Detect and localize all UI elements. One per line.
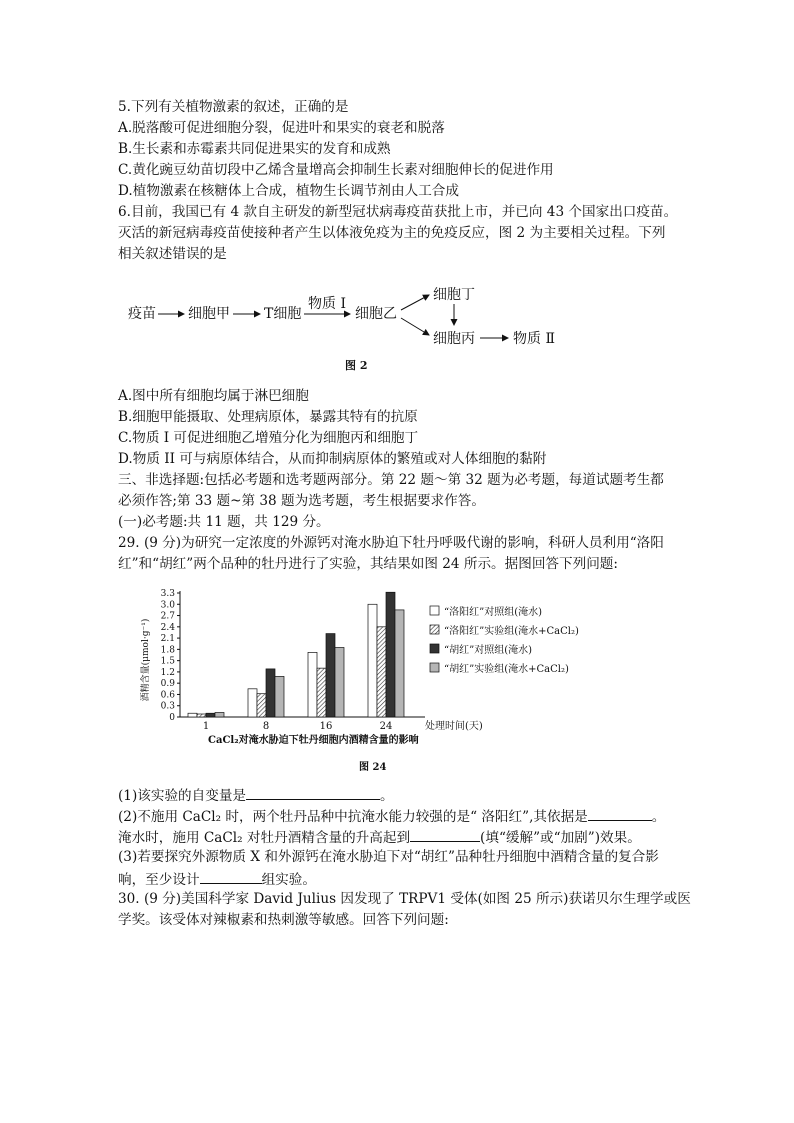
chart-xlabel: 处理时间(天) xyxy=(425,721,483,732)
q29-sub1-period: 。 xyxy=(380,788,394,804)
chart-bar xyxy=(275,676,284,717)
q29-sub1-answer-blank[interactable] xyxy=(246,785,380,800)
section3-intro-line2: 必须作答;第 33 题~第 38 题为选考题，考生根据要求作答。 xyxy=(118,493,485,509)
q6-stem-line3: 相关叙述错误的是 xyxy=(118,246,227,262)
chart-bar xyxy=(395,610,404,717)
chart-legend-swatch xyxy=(430,644,439,653)
q5-stem: 5.下列有关植物激素的叙述，正确的是 xyxy=(118,99,349,115)
chart-bar xyxy=(326,634,335,717)
q5-option-a: A.脱落酸可促进细胞分裂，促进叶和果实的衰老和脱落 xyxy=(118,120,445,136)
chart-y-tick-label: 0 xyxy=(169,713,175,723)
q29-sub2b-pre: 淹水时，施用 CaCl₂ 对牡丹酒精含量的升高起到 xyxy=(118,830,411,846)
q5-option-b: B.生长素和赤霉素共同促进果实的发育和成熟 xyxy=(118,141,391,157)
q6-option-b: B.细胞甲能摄取、处理病原体，暴露其特有的抗原 xyxy=(118,409,418,425)
q30-stem-line1: 30. (9 分)美国科学家 David Julius 因发现了 TRPV1 受体(如图 25 所示)获诺贝尔生理学或医 xyxy=(118,891,691,907)
chart-bar xyxy=(248,689,257,717)
chart-legend-swatch xyxy=(430,606,439,615)
chart-bar xyxy=(188,713,197,717)
node-cell-c: 细胞丙 xyxy=(433,331,475,347)
section3-part1-header: (一)必考题:共 11 题，共 129 分。 xyxy=(118,514,330,530)
chart-bar xyxy=(266,669,275,717)
arrow-cell-b-to-cell-c xyxy=(401,318,429,335)
chart-y-tick-label: 0.6 xyxy=(160,690,175,701)
chart-bar xyxy=(308,652,317,717)
node-substance-2: 物质 Ⅱ xyxy=(513,331,555,347)
chart-y-tick-label: 2.1 xyxy=(160,634,175,645)
chart-legend-label: “胡红”实验组(淹水+CaCl₂) xyxy=(444,664,569,675)
node-cell-d: 细胞丁 xyxy=(433,287,475,303)
chart-y-tick-label: 1.2 xyxy=(160,667,175,678)
chart-bar xyxy=(206,713,215,717)
q29-sub3b-pre: 响，至少设计 xyxy=(118,872,200,888)
chart-x-tick-label: 16 xyxy=(319,721,333,732)
q29-sub2-answer-blank-1[interactable] xyxy=(588,806,652,821)
chart-bar xyxy=(368,604,377,717)
figure24-bar-chart xyxy=(140,585,630,745)
chart-bar xyxy=(215,712,224,717)
chart-x-tick-label: 8 xyxy=(262,721,270,732)
figure24-caption: 图 24 xyxy=(359,762,387,773)
chart-y-tick-label: 1.5 xyxy=(160,656,175,667)
chart-y-tick-label: 2.7 xyxy=(160,611,175,622)
q29-sub3-line2 xyxy=(118,869,316,890)
chart-x-tick-label: 1 xyxy=(202,721,210,732)
chart-bar xyxy=(317,668,326,717)
node-cell-a: 细胞甲 xyxy=(188,306,230,322)
q6-option-c: C.物质 I 可促进细胞乙增殖分化为细胞丙和细胞丁 xyxy=(118,430,419,446)
q29-sub2b-post: (填“缓解”或“加剧”)效果。 xyxy=(480,830,641,846)
q29-sub3-answer-blank[interactable] xyxy=(200,869,262,884)
q29-sub2-answer-blank-2[interactable] xyxy=(410,827,480,842)
chart-bar xyxy=(335,647,344,717)
q30-stem-line2: 学奖。该受体对辣椒素和热刺激等敏感。回答下列问题: xyxy=(118,912,449,928)
arrow-cell-b-to-cell-d xyxy=(401,295,429,310)
q6-stem-line2: 灭活的新冠病毒疫苗使接种者产生以体液免疫为主的免疫反应，图 2 为主要相关过程。下列 xyxy=(118,225,666,241)
chart-legend-swatch xyxy=(430,625,439,634)
q29-sub2-line1 xyxy=(118,806,665,827)
chart-ylabel: 酒精含量(μmol·g⁻¹) xyxy=(141,618,151,702)
chart-title: CaCl₂对淹水胁迫下牡丹细胞内酒精含量的影响 xyxy=(208,735,419,745)
q6-stem-line1: 6.目前，我国已有 4 款自主研发的新型冠状病毒疫苗获批上市，并已向 43 个国家出口疫苗。 xyxy=(118,204,678,220)
q5-option-d: D.植物激素在核糖体上合成，植物生长调节剂由人工合成 xyxy=(118,183,459,199)
node-vaccine: 疫苗 xyxy=(128,306,156,322)
figure2-caption: 图 2 xyxy=(345,359,368,372)
chart-bar xyxy=(257,694,266,717)
q5-option-c: C.黄化豌豆幼苗切段中乙烯含量增高会抑制生长素对细胞伸长的促进作用 xyxy=(118,162,554,178)
chart-bar xyxy=(386,592,395,717)
chart-y-tick-label: 0.3 xyxy=(160,701,175,712)
q29-sub2-text: (2)不施用 CaCl₂ 时，两个牡丹品种中抗淹水能力较强的是“ 洛阳红”,其依据是 xyxy=(118,809,588,825)
chart-y-tick-label: 1.8 xyxy=(160,645,175,656)
q29-stem-line2: 红”和“胡红”两个品种的牡丹进行了实验，其结果如图 24 所示。据图回答下列问题: xyxy=(118,556,618,572)
q29-stem-line1: 29. (9 分)为研究一定浓度的外源钙对淹水胁迫下牡丹呼吸代谢的影响，科研人员利用“洛阳 xyxy=(118,535,664,551)
q29-sub1-text: (1)该实验的自变量是 xyxy=(118,788,247,804)
q29-sub3b-post: 组实验。 xyxy=(261,872,316,888)
chart-y-tick-label: 3.0 xyxy=(160,600,175,611)
figure2-flow-diagram xyxy=(118,283,578,353)
section3-intro-line1: 三、非选择题:包括必考题和选考题两部分。第 22 题～第 32 题为必考题，每道试题考生都 xyxy=(118,472,664,488)
chart-y-tick-label: 0.9 xyxy=(160,679,175,690)
q6-option-a: A.图中所有细胞均属于淋巴细胞 xyxy=(118,388,309,404)
node-substance-1: 物质 I xyxy=(308,296,346,312)
chart-bar xyxy=(197,714,206,717)
chart-legend-swatch xyxy=(430,663,439,672)
q29-sub3-line1: (3)若要探究外源物质 X 和外源钙在淹水胁迫下对“胡红”品种牡丹细胞中酒精含量的复合影 xyxy=(118,849,659,865)
q6-option-d: D.物质 II 可与病原体结合，从而抑制病原体的繁殖或对人体细胞的黏附 xyxy=(118,451,547,467)
chart-x-tick-label: 24 xyxy=(379,721,393,732)
chart-bar xyxy=(377,627,386,717)
chart-legend-label: “胡红”对照组(淹水) xyxy=(444,645,533,656)
q29-sub2-period: 。 xyxy=(651,809,666,825)
node-cell-b: 细胞乙 xyxy=(355,306,397,322)
chart-legend-label: “洛阳红”实验组(淹水+CaCl₂) xyxy=(444,626,579,637)
q29-sub1 xyxy=(118,785,394,806)
q29-sub2-line2 xyxy=(118,827,641,848)
node-t-cell: T细胞 xyxy=(264,306,302,322)
chart-legend-label: “洛阳红”对照组(淹水) xyxy=(444,607,543,618)
chart-y-tick-label: 2.4 xyxy=(160,622,175,633)
chart-y-tick-label: 3.3 xyxy=(160,589,175,599)
